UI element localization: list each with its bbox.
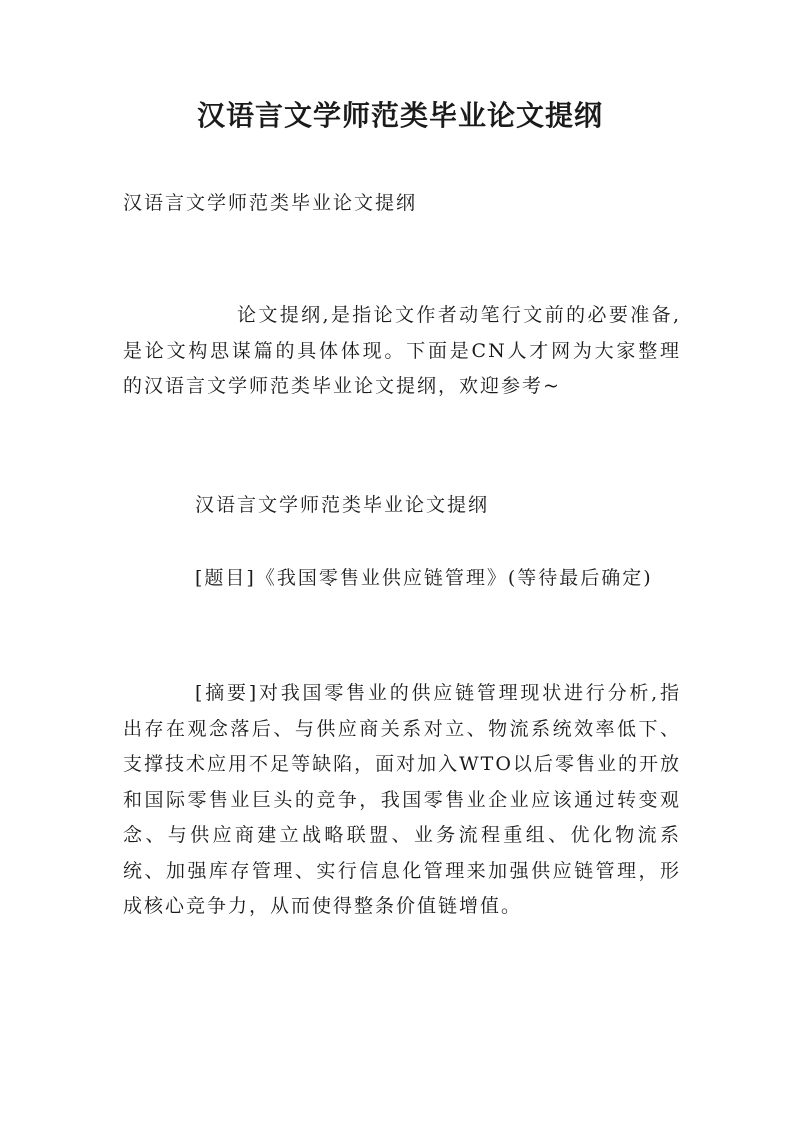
intro-paragraph: 论文提纲,是指论文作者动笔行文前的必要准备,是论文构思谋篇的具体体现。下面是CN人才网为大家整理的汉语言文学师范类毕业论文提纲，欢迎参考~: [123, 304, 681, 397]
document-subtitle: 汉语言文学师范类毕业论文提纲: [123, 192, 418, 214]
topic-line: [题目]《我国零售业供应链管理》(等待最后确定): [195, 567, 653, 589]
abstract-paragraph: [摘要]对我国零售业的供应链管理现状进行分析,指出存在观念落后、与供应商关系对立、物流系统效率低下、支撑技术应用不足等缺陷，面对加入WTO以后零售业的开放和国际零售业巨头的竞争，我国零售业企业应该通过转变观念、与供应商建立战略联盟、业务流程重组、优化物流系统、加强库存管理、实行信息化管理来加强供应链管理，形成核心竞争力，从而使得整条价值链增值。: [123, 682, 681, 917]
document-title: 汉语言文学师范类毕业论文提纲: [196, 99, 603, 132]
section-heading: 汉语言文学师范类毕业论文提纲: [195, 494, 490, 516]
